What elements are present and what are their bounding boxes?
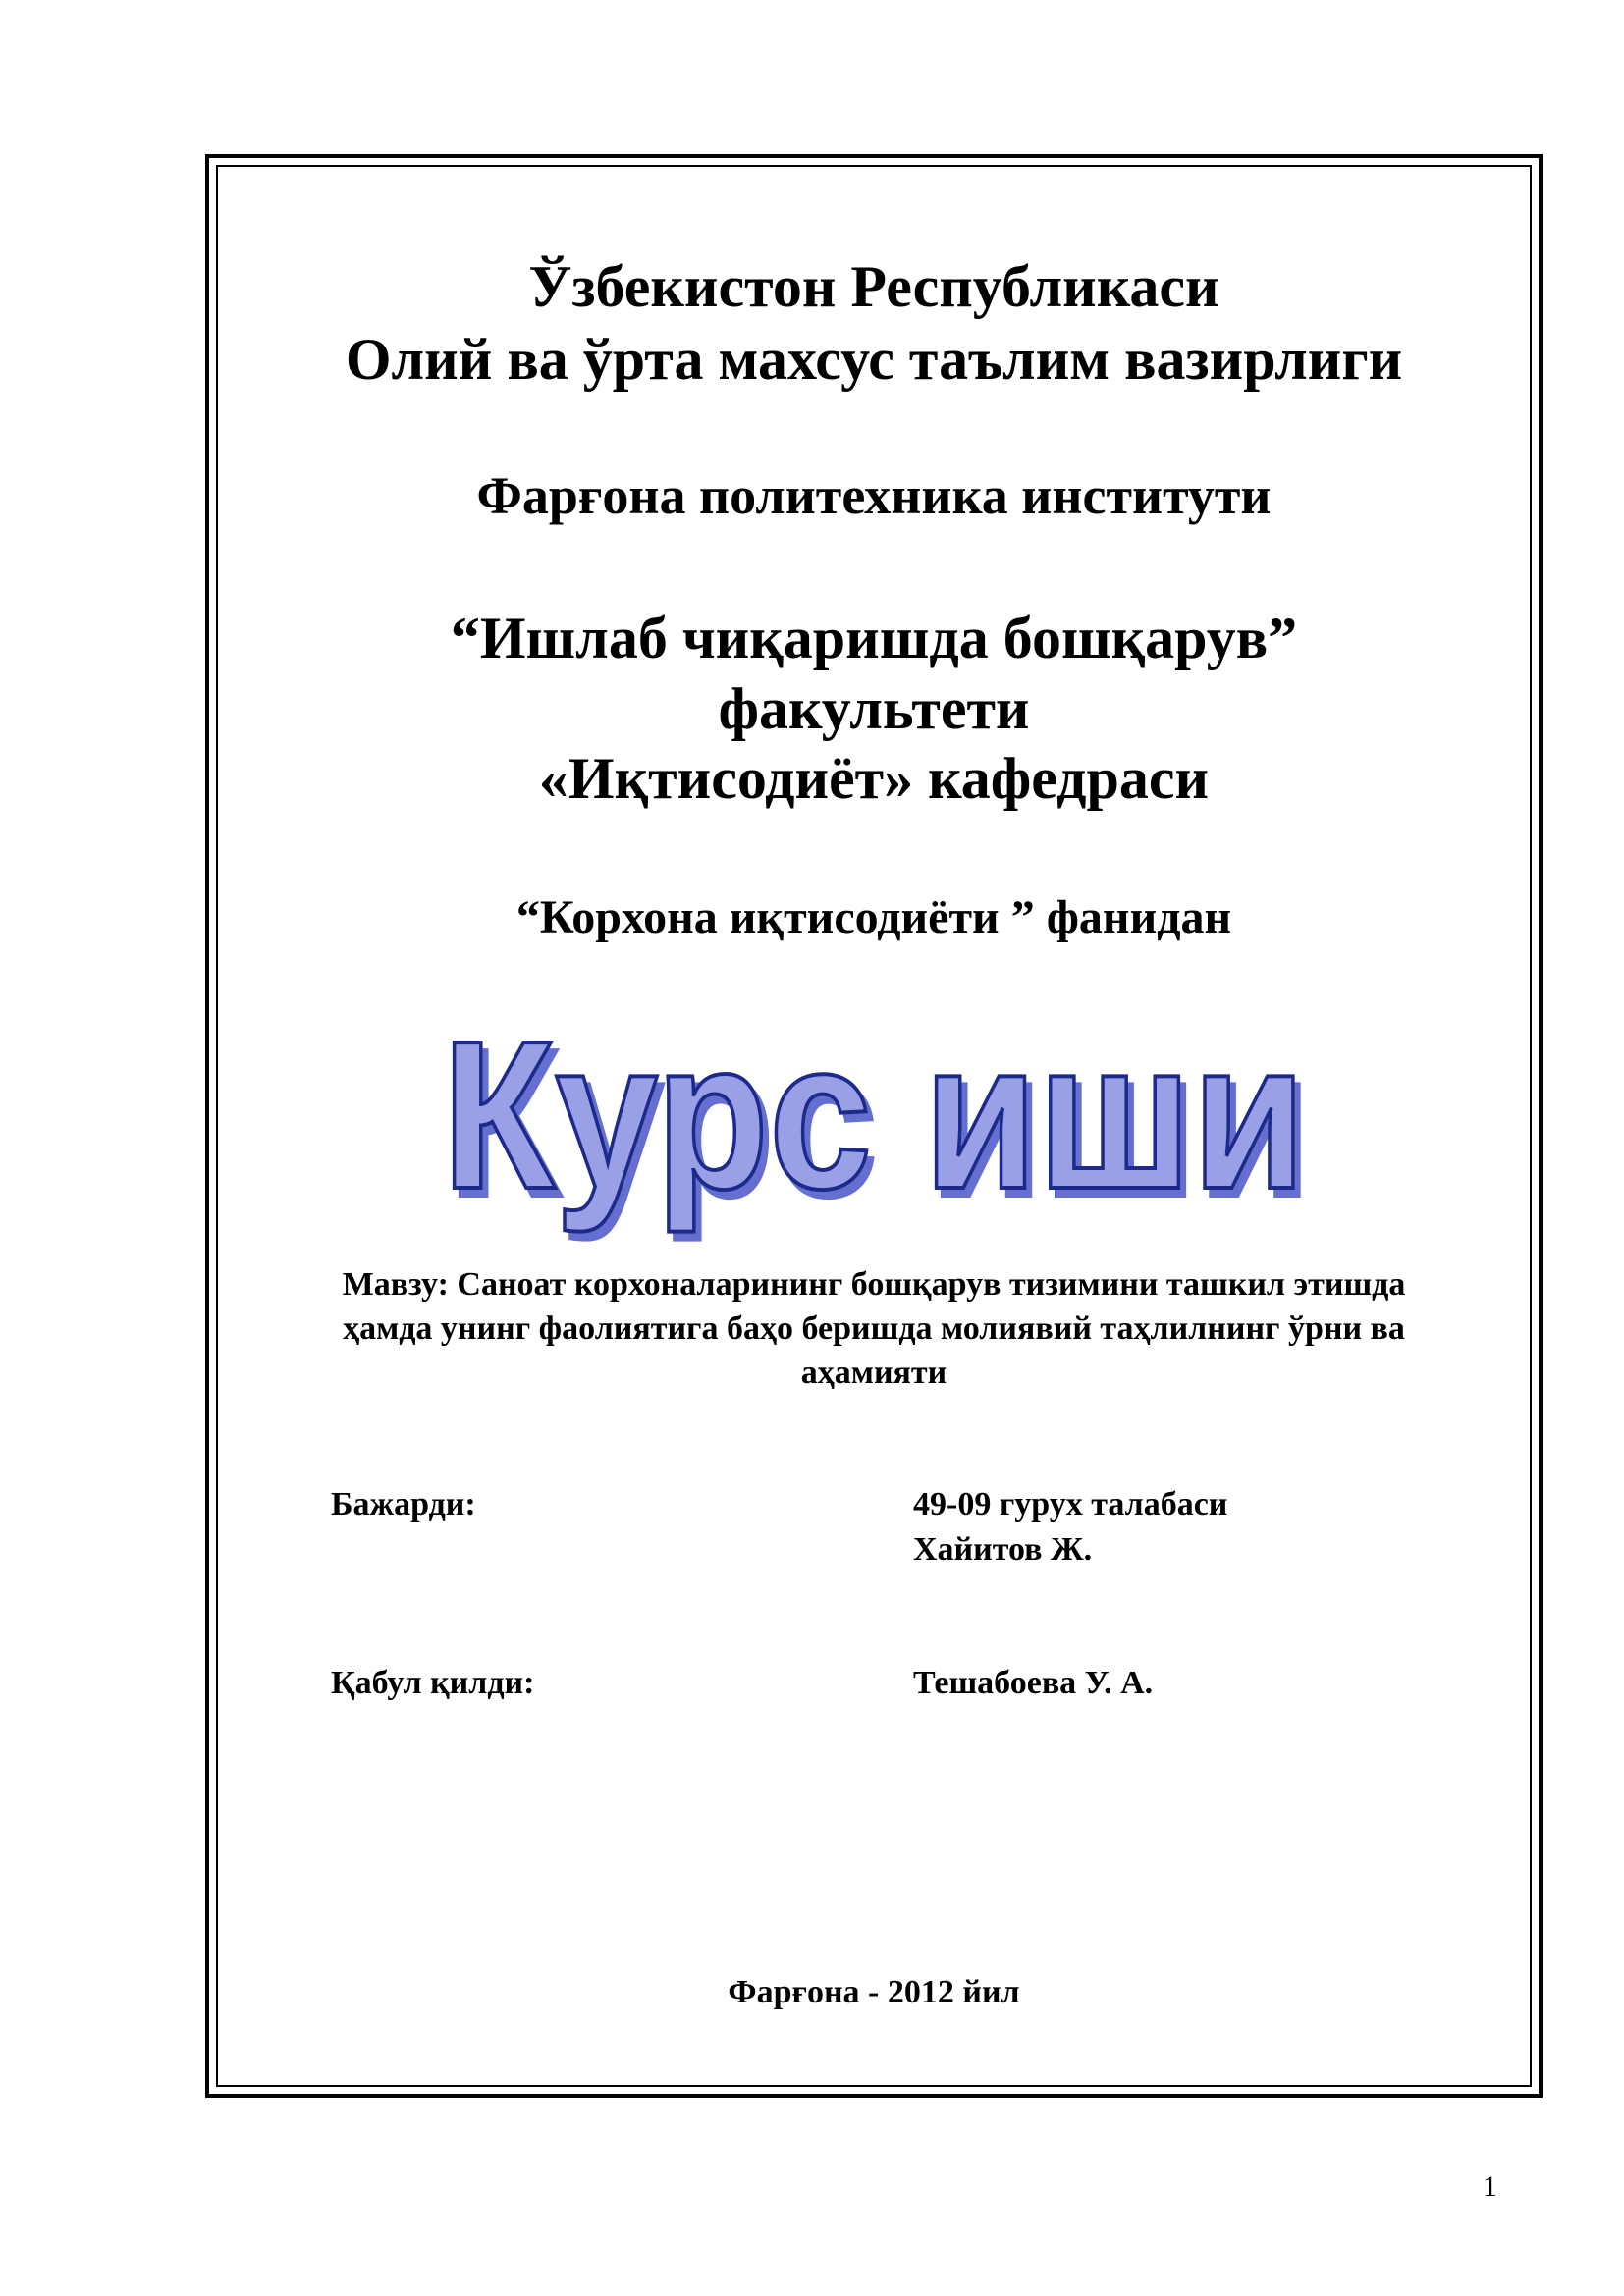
student-name: Хайитов Ж. [913,1531,1093,1568]
topic-line-1: Мавзу: Саноат корхоналарининг бошқарув тизимини ташкил этишда [342,1266,1406,1303]
teacher-name: Тешабоева У. А. [913,1665,1154,1701]
ministry-heading: Олий ва ўрта махсус таълим вазирлиги [345,327,1403,392]
performed-label: Бажарди: [331,1486,476,1522]
department-heading: «Иқтисодиёт» кафедраси [538,746,1210,811]
page-number: 1 [1483,2170,1497,2203]
faculty-name: “Ишлаб чиқаришда бошқарув” [450,606,1298,670]
accepted-label: Қабул қилди: [331,1665,535,1701]
subject-line: “Корхона иқтисодиёти ” фанидан [515,891,1232,943]
course-work-title-text: Курс иши [442,996,1306,1233]
republic-heading: Ўзбекистон Республикаси [528,254,1219,319]
course-work-title [383,991,1365,1276]
place-year: Фарғона - 2012 йил [728,1974,1020,2010]
faculty-word: факультети [718,676,1030,741]
student-group: 49-09 гурух талабаси [913,1486,1228,1522]
topic-line-2: ҳамда унинг фаолиятига баҳо беришда молиявий таҳлилнинг ўрни ва [343,1310,1405,1347]
institute-heading: Фарғона политехника институти [476,466,1272,525]
topic-line-3: аҳамияти [800,1355,947,1391]
